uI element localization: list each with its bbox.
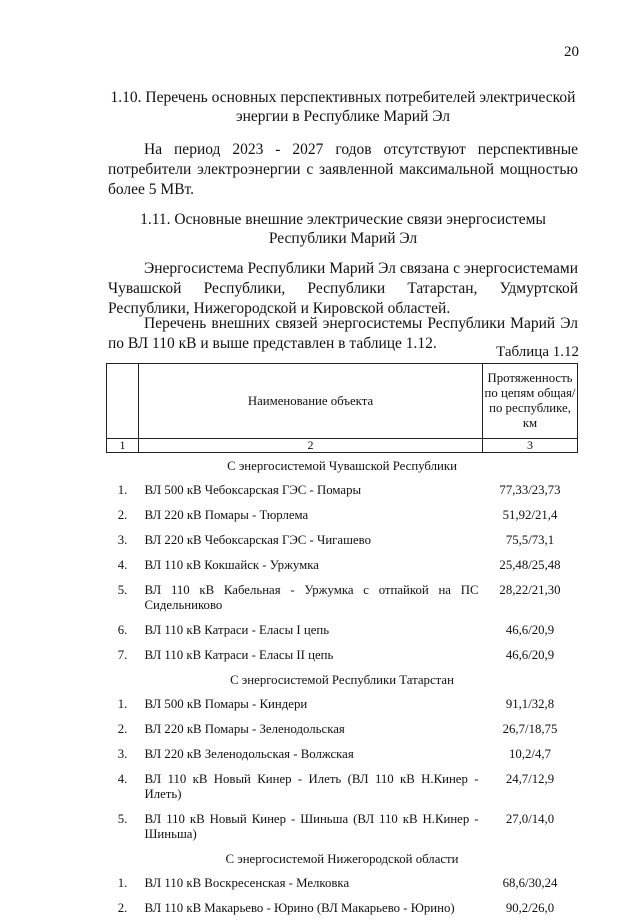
row-name: ВЛ 110 кВ Воскресенская - Мелковка [144,876,350,890]
table-row [107,617,578,642]
row-number: 2. [117,722,128,736]
row-length: 10,2/4,7 [509,747,551,761]
row-number: 3. [117,747,128,761]
section-1-11-paragraph-1: Энергосистема Республики Марий Эл связана с энергосистемами Чувашской Республики, Республики Татарстан, Удмуртской Республики, Нижегородской и Кировской областей. [108,260,578,317]
table-row [107,806,578,846]
row-length: 77,33/23,73 [499,483,561,497]
row-name: ВЛ 220 кВ Чебоксарская ГЭС - Чигашево [144,533,371,547]
row-length: 46,6/20,9 [505,623,555,637]
table-caption: Таблица 1.12 [496,344,579,360]
table-row [107,741,578,766]
header-length: Протяженность по цепям общая/ по республике, км [483,364,578,439]
row-length: 27,0/14,0 [505,812,555,826]
row-length: 28,22/21,30 [499,583,561,597]
table-row [107,477,578,502]
row-length: 90,2/26,0 [505,901,555,915]
row-name: ВЛ 500 кВ Помары - Киндери [144,697,308,711]
table-row [107,691,578,716]
row-number: 4. [117,558,128,572]
table-header-row [107,364,578,439]
row-length: 75,5/73,1 [505,533,555,547]
table-row [107,716,578,741]
table-column-numbers-row [107,439,578,453]
section-1-11-heading: 1.11. Основные внешние электрические связи энергосистемы Республики Марий Эл [140,211,546,247]
row-name: ВЛ 110 кВ Кабельная - Уржумка с отпайкой на ПС Сидельниково [144,583,479,612]
row-number: 1. [117,483,128,497]
table-row [107,577,578,617]
row-name: ВЛ 110 кВ Катраси - Еласы II цепь [144,648,334,662]
row-number: 1. [117,697,128,711]
header-number [107,364,139,439]
group-title: С энергосистемой Республики Татарстан [230,673,454,687]
table-row [107,527,578,552]
section-1-11-paragraph-2: Перечень внешних связей энергосистемы Республики Марий Эл по ВЛ 110 кВ и выше представлен в таблице 1.12. [108,315,578,352]
row-length: 25,48/25,48 [499,558,561,572]
row-number: 3. [117,533,128,547]
row-length: 24,7/12,9 [505,772,555,786]
row-length: 91,1/32,8 [505,697,555,711]
group-title: С энергосистемой Чувашской Республики [227,459,457,473]
row-length: 46,6/20,9 [505,648,555,662]
row-length: 26,7/18,75 [502,722,558,736]
row-name: ВЛ 110 кВ Новый Кинер - Илеть (ВЛ 110 кВ Н.Кинер - Илеть) [144,772,479,801]
row-name: ВЛ 220 кВ Зеленодольская - Волжская [144,747,354,761]
row-name: ВЛ 110 кВ Катраси - Еласы I цепь [144,623,330,637]
row-number: 5. [117,812,128,826]
table-row [107,870,578,895]
row-name: ВЛ 220 кВ Помары - Тюрлема [144,508,309,522]
table-row [107,895,578,920]
column-number: 1 [107,439,139,453]
table-row [107,642,578,667]
group-row-tatarstan [107,667,578,691]
group-row-nizhny-novgorod [107,846,578,870]
row-length: 68,6/30,24 [502,876,558,890]
row-number: 4. [117,772,128,786]
section-1-10-text: На период 2023 - 2027 годов отсутствуют перспективные потребители электроэнергии с заявленной максимальной мощностью более 5 МВт. [108,141,578,198]
column-number: 2 [139,439,483,453]
header-object-name: Наименование объекта [139,364,483,439]
row-name: ВЛ 110 кВ Новый Кинер - Шиньша (ВЛ 110 кВ Н.Кинер - Шиньша) [144,812,479,841]
section-1-10-heading: 1.10. Перечень основных перспективных потребителей электрической энергии в Республике Марий Эл [110,89,576,125]
row-name: ВЛ 500 кВ Чебоксарская ГЭС - Помары [144,483,362,497]
table-row [107,766,578,806]
row-name: ВЛ 220 кВ Помары - Зеленодольская [144,722,345,736]
group-row-chuvashia [107,453,578,478]
row-name: ВЛ 110 кВ Макарьево - Юрино (ВЛ Макарьево - Юрино) [144,901,455,915]
row-number: 6. [117,623,128,637]
row-number: 7. [117,648,128,662]
column-number: 3 [483,439,578,453]
table-row [107,502,578,527]
external-links-table [106,363,578,920]
row-name: ВЛ 110 кВ Кокшайск - Уржумка [144,558,319,572]
row-number: 5. [117,583,128,597]
row-number: 2. [117,508,128,522]
row-number: 1. [117,876,128,890]
group-title: С энергосистемой Нижегородской области [225,852,459,866]
row-length: 51,92/21,4 [502,508,558,522]
table-row [107,552,578,577]
page-number: 20 [564,44,579,60]
row-number: 2. [117,901,128,915]
